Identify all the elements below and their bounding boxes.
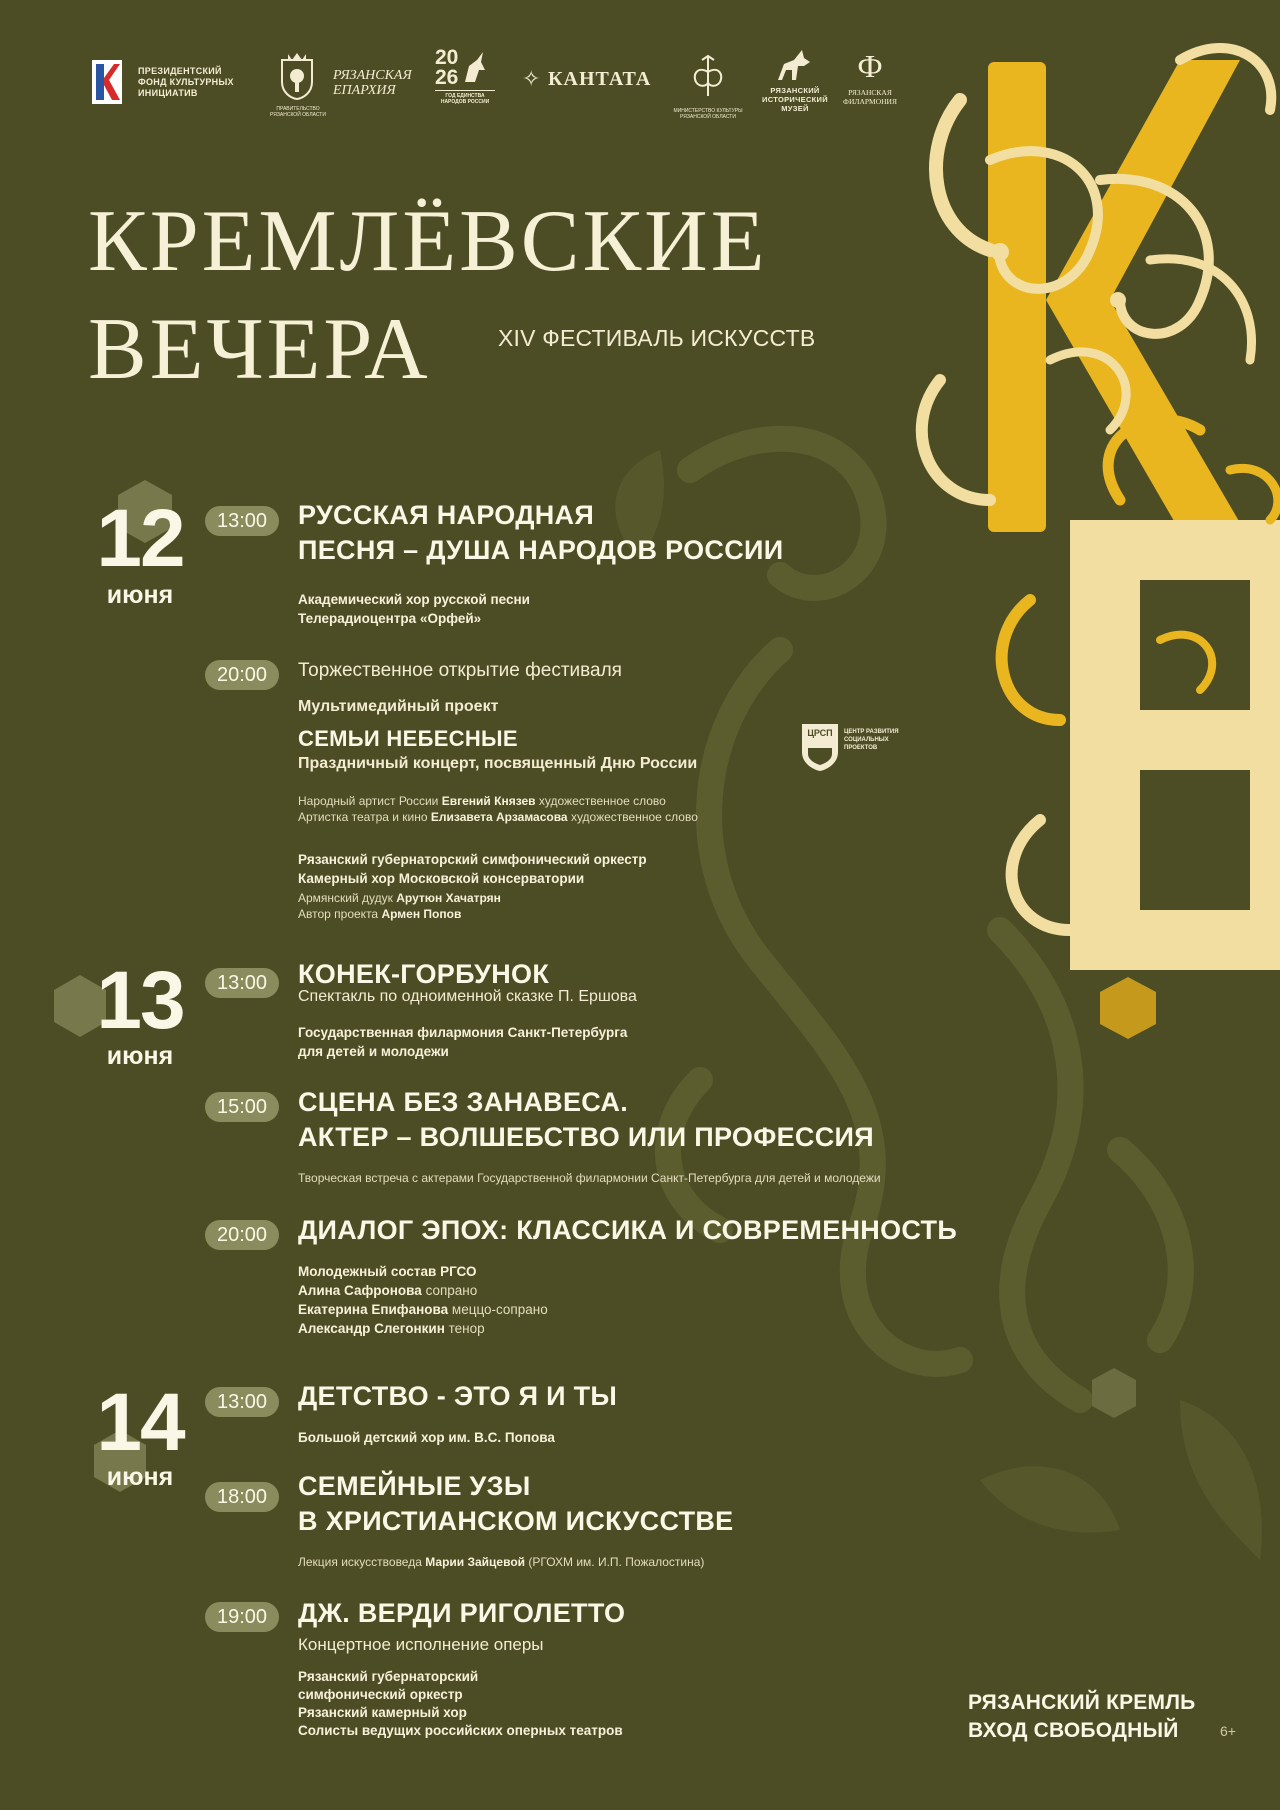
event-title-line: В ХРИСТИАНСКОМ ИСКУССТВЕ: [298, 1506, 734, 1536]
ensemble-list: [298, 850, 647, 888]
lyre-leaf-icon: [688, 52, 728, 100]
time-badge: 13:00: [205, 968, 279, 998]
event-subtitle: Концертное исполнение оперы: [298, 1635, 544, 1654]
age-rating: 6+: [1220, 1723, 1236, 1739]
festival-subtitle: XIV ФЕСТИВАЛЬ ИСКУССТВ: [498, 325, 816, 351]
title-line-2: ВЕЧЕРА: [88, 301, 431, 398]
event-note: [298, 1554, 704, 1570]
year-top: 20: [435, 46, 459, 69]
festival-title: [88, 188, 767, 404]
performer-prefix: Народный артист России: [298, 794, 439, 808]
hexagon-decor: [1092, 1368, 1136, 1418]
event-title-line: СЕМЕЙНЫЕ УЗЫ: [298, 1471, 531, 1501]
performers: [298, 1023, 627, 1061]
credit-prefix: Автор проекта: [298, 907, 379, 921]
credit-name: Армен Попов: [381, 907, 462, 921]
pfki-text: ПРЕЗИДЕНТСКИЙ ФОНД КУЛЬТУРНЫХ ИНИЦИАТИВ: [138, 66, 234, 98]
day-month-14: июня: [106, 1463, 174, 1491]
performers: [298, 1668, 623, 1740]
hexagon-decor: [1100, 977, 1156, 1039]
event-title: СЕМЬИ НЕБЕСНЫЕ: [298, 726, 518, 751]
star-icon: ✧: [522, 66, 541, 91]
credit-name: Арутюн Хачатрян: [396, 891, 501, 905]
horse-icon: [774, 48, 814, 82]
event-title: [298, 498, 783, 568]
note-suffix: (РГОХМ им. И.П. Пожалостина): [528, 1555, 705, 1569]
event-title: ДЕТСТВО - ЭТО Я И ТЫ: [298, 1381, 618, 1411]
performer-name: Евгений Князев: [441, 794, 536, 808]
event-title-line: СЦЕНА БЕЗ ЗАНАВЕСА.: [298, 1087, 629, 1117]
performer-role: тенор: [448, 1321, 485, 1336]
crsp-text: ЦЕНТР РАЗВИТИЯ СОЦИАЛЬНЫХ ПРОЕКТОВ: [844, 729, 899, 751]
performers: [298, 1262, 548, 1338]
philharmonic-text: РЯЗАНСКАЯ ФИЛАРМОНИЯ: [843, 88, 897, 106]
performer-name: Алина Сафронова: [298, 1283, 422, 1298]
day-number-14: 14: [96, 1377, 184, 1468]
title-line-1: КРЕМЛЁВСКИЕ: [88, 193, 768, 290]
performers: [298, 1428, 555, 1447]
event-subtitle: Спектакль по одноименной сказке П. Ершова: [298, 988, 637, 1005]
day-number-13: 13: [96, 955, 184, 1046]
note-name: Марии Зайцевой: [425, 1555, 526, 1569]
time-badge: 20:00: [205, 1220, 279, 1250]
event-title: КОНЕК-ГОРБУНОК: [298, 959, 550, 989]
ministry-text: МИНИСТЕРСТВО КУЛЬТУРЫ РЯЗАНСКОЙ ОБЛАСТИ: [673, 108, 743, 120]
year-bottom: 26: [435, 66, 459, 89]
performer-line: Телерадиоцентра «Орфей»: [298, 611, 482, 626]
performer-role: сопрано: [425, 1283, 478, 1298]
performers: [298, 793, 698, 825]
performer-line: симфонический оркестр: [298, 1687, 463, 1702]
year-caption: ГОД ЕДИНСТВА НАРОДОВ РОССИИ: [435, 90, 495, 105]
performer-name: Екатерина Епифанова: [298, 1302, 449, 1317]
museum-text: РЯЗАНСКИЙ ИСТОРИЧЕСКИЙ МУЗЕЙ: [762, 86, 828, 113]
performer-name: Александр Слегонкин: [298, 1321, 445, 1336]
day-month-13: июня: [106, 1042, 174, 1070]
day-month-12: июня: [106, 581, 174, 609]
government-text: ПРАВИТЕЛЬСТВО РЯЗАНСКОЙ ОБЛАСТИ: [270, 106, 326, 118]
event-title: ДЖ. ВЕРДИ РИГОЛЕТТО: [298, 1598, 626, 1628]
time-badge: 15:00: [205, 1092, 279, 1122]
performer-line: Солисты ведущих российских оперных театров: [298, 1723, 623, 1738]
event-title: [298, 1469, 734, 1539]
performer-line: Академический хор русской песни: [298, 592, 530, 607]
ensemble-line: Рязанский губернаторский симфонический оркестр: [298, 852, 647, 867]
event-title-line: РУССКАЯ НАРОДНАЯ: [298, 500, 595, 530]
note-prefix: Лекция искусствоведа: [298, 1555, 422, 1569]
time-badge: 13:00: [205, 1387, 279, 1417]
ensemble-line: Камерный хор Московской консерватории: [298, 871, 585, 886]
free-entry: ВХОД СВОБОДНЫЙ: [968, 1719, 1179, 1742]
event-title-line: АКТЕР – ВОЛШЕБСТВО ИЛИ ПРОФЕССИЯ: [298, 1122, 874, 1152]
eparchy-logo: РЯЗАНСКАЯ ЕПАРХИЯ: [333, 68, 412, 98]
event-opening: Торжественное открытие фестиваля: [298, 660, 622, 681]
event-note: Творческая встреча с актерами Государственной филармонии Санкт-Петербурга для детей и молодежи: [298, 1171, 881, 1185]
performer-role: художественное слово: [570, 810, 698, 824]
venue-name: РЯЗАНСКИЙ КРЕМЛЬ: [968, 1691, 1196, 1714]
time-badge: 13:00: [205, 506, 279, 536]
time-badge: 20:00: [205, 660, 279, 690]
performer-line: Рязанский камерный хор: [298, 1705, 467, 1720]
event-project-label: Мультимедийный проект: [298, 698, 499, 715]
performer-line: Государственная филармония Санкт-Петербурга: [298, 1025, 628, 1040]
philharmonic-letter: Ф: [857, 48, 883, 84]
time-badge: 19:00: [205, 1602, 279, 1632]
event-subtitle: Праздничный концерт, посвященный Дню России: [298, 755, 698, 772]
performer-role: меццо-сопрано: [451, 1302, 548, 1317]
performer-line: Молодежный состав РГСО: [298, 1264, 477, 1279]
crsp-mark: ЦРСП: [807, 728, 833, 738]
ensemble-credits: [298, 890, 501, 922]
coat-of-arms-icon: [278, 52, 316, 100]
performers: [298, 590, 530, 628]
credit-prefix: Армянский дудук: [298, 891, 393, 905]
performer-line: Рязанский губернаторский: [298, 1669, 479, 1684]
performer-prefix: Артистка театра и кино: [298, 810, 428, 824]
event-title-line: ПЕСНЯ – ДУША НАРОДОВ РОССИИ: [298, 535, 784, 565]
venue-info: [968, 1689, 1195, 1745]
performer-line: для детей и молодежи: [298, 1044, 449, 1059]
day-number-12: 12: [96, 493, 184, 584]
faint-leaves: [615, 450, 1262, 1560]
time-badge: 18:00: [205, 1482, 279, 1512]
performer-role: художественное слово: [538, 794, 666, 808]
pfki-mark-icon: [92, 60, 122, 104]
monogram-letter-k: [922, 48, 1272, 540]
horseman-icon: [461, 48, 487, 86]
event-title: ДИАЛОГ ЭПОХ: КЛАССИКА И СОВРЕМЕННОСТЬ: [298, 1215, 958, 1245]
performer-line: Большой детский хор им. В.С. Попова: [298, 1430, 555, 1445]
performer-name: Елизавета Арзамасова: [430, 810, 568, 824]
kantata-text: КАНТАТА: [548, 68, 652, 90]
event-title: [298, 1085, 874, 1155]
